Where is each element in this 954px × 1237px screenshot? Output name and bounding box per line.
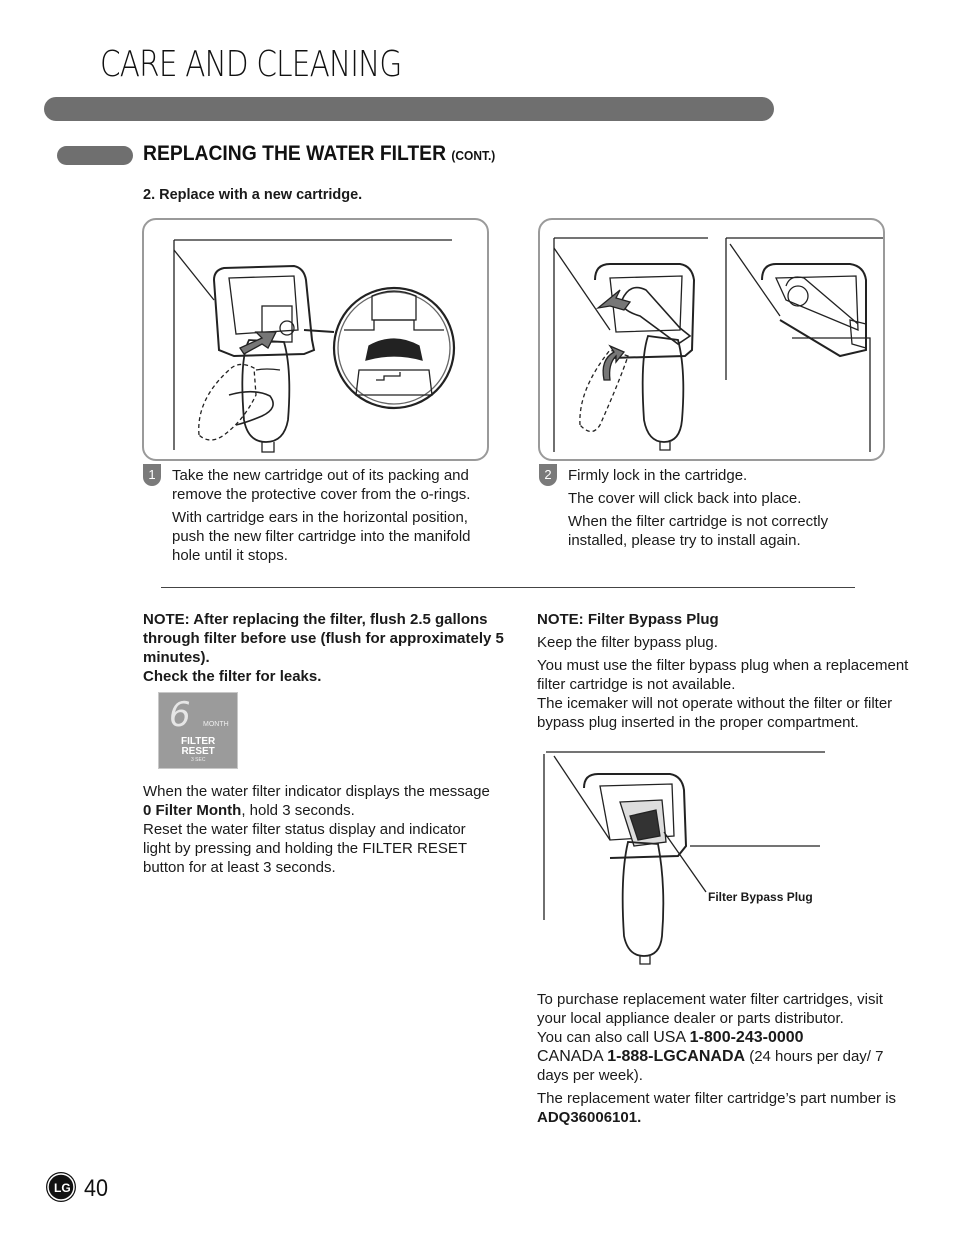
step1-para-1: Take the new cartridge out of its packing and remove the protective cover from the o-rings.: [172, 467, 471, 503]
usa-label: USA: [653, 1029, 690, 1046]
section-suffix: (CONT.): [451, 148, 496, 163]
hours-text: (24 hours per day/ 7 days per week).: [537, 1048, 884, 1084]
usa-number: 1-800-243-0000: [689, 1029, 804, 1046]
leak-check-text: Check the filter for leaks.: [143, 668, 322, 685]
section-heading: [143, 142, 495, 166]
call-prefix: You can also call: [537, 1029, 654, 1046]
title-bar: [44, 97, 774, 121]
step-number-1: 1: [143, 464, 161, 486]
step2-para-2: The cover will click back into place.: [568, 490, 802, 507]
bypass-note-p3: The icemaker will not operate without the filter or filter bypass plug inserted in the proper compartment.: [537, 695, 893, 731]
lg-logo: [46, 1172, 76, 1202]
purchase-canada: [537, 1047, 907, 1085]
divider: [161, 587, 855, 588]
bypass-plug-label: Filter Bypass Plug: [708, 890, 813, 904]
indicator-part1: When the water filter indicator displays the message: [143, 783, 490, 800]
part-number-line: [537, 1089, 907, 1127]
canada-number: 1-888-LGCANADA: [607, 1048, 746, 1065]
bypass-note-title: NOTE: Filter Bypass Plug: [537, 611, 719, 628]
bypass-note-p1: Keep the filter bypass plug.: [537, 634, 718, 651]
step2-text: [568, 466, 868, 554]
section-title: REPLACING THE WATER FILTER: [143, 142, 447, 165]
canada-label: CANADA: [537, 1048, 608, 1065]
step2-para-1: Firmly lock in the cartridge.: [568, 467, 748, 484]
logo-text: LG: [54, 1181, 71, 1195]
step-title: 2. Replace with a new cartridge.: [143, 187, 363, 203]
step1-text: [172, 466, 492, 569]
filter-reset-line1: FILTER: [181, 736, 216, 747]
bypass-note-p2: You must use the filter bypass plug when a replacement filter cartridge is not available.: [537, 657, 909, 693]
filter-display: [158, 692, 238, 769]
section-pill: [57, 146, 133, 165]
bypass-plug-illustration: [540, 746, 830, 968]
step1-illustration: [142, 218, 489, 461]
flush-note-text: NOTE: After replacing the filter, flush 2.5 gallons through filter before use (flush for approximately 5 minutes).: [143, 611, 504, 666]
purchase-line1: To purchase replacement water filter cartridges, visit your local appliance dealer or parts distributor.: [537, 991, 883, 1027]
step2-illustration: [538, 218, 885, 461]
bypass-note: [537, 610, 917, 732]
filter-reset-label: [181, 737, 215, 757]
filter-display-sec: 3 SEC: [191, 757, 206, 763]
indicator-part2: , hold 3 seconds.: [241, 802, 355, 819]
filter-display-month: MONTH: [203, 721, 229, 728]
page-number: 40: [84, 1175, 109, 1202]
flush-note: [143, 610, 513, 686]
purchase-call: [537, 1028, 907, 1047]
step-number-2: 2: [539, 464, 557, 486]
indicator-part3: Reset the water filter status display and indicator light by pressing and holding the FILTER RESET button for at least 3 seconds.: [143, 821, 467, 876]
indicator-text: [143, 782, 493, 877]
filter-reset-line2: RESET: [181, 746, 215, 757]
part-prefix: The replacement water filter cartridge’s part number is: [537, 1090, 897, 1107]
step1-para-2: With cartridge ears in the horizontal position, push the new filter cartridge into the manifold hole until it stops.: [172, 509, 471, 564]
indicator-bold: 0 Filter Month: [143, 802, 242, 819]
purchase-info: [537, 990, 907, 1127]
part-number: ADQ36006101.: [537, 1109, 642, 1126]
step2-para-3: When the filter cartridge is not correctly installed, please try to install again.: [568, 513, 829, 549]
page-title: CARE AND CLEANING: [100, 44, 402, 85]
filter-display-digit: 6: [169, 695, 191, 735]
